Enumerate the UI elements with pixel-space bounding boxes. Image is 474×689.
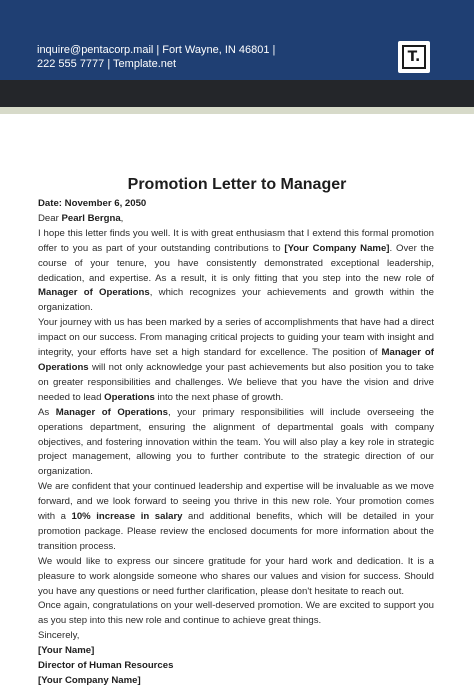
recipient-name: Pearl Bergna [61,212,121,224]
header-dark-band [0,80,474,107]
letter-body [38,197,434,689]
logo-icon: T. [402,45,426,69]
letter-date: Date: November 6, 2050 [38,198,147,209]
signature-company: [Your Company Name] [38,675,141,686]
paragraph-4: We are confident that your continued leadership and expertise will be invaluable as we move forward, and we look forward to seeing you thrive in this new role. Your promotion comes with a 10% increase in salary and additional benefits, which will be detailed in your promotion package. Please review the enclosed documents for more information about the transition process. [38,481,434,552]
greeting: Dear Pearl Bergna, [38,212,124,224]
paragraph-6: Once again, congratulations on your well-deserved promotion. We are excited to support you as you step into this new role and continue to achieve great things. [38,600,434,627]
signature-title: Director of Human Resources [38,660,174,672]
letterhead-banner [0,0,474,80]
closing: Sincerely, [38,630,80,642]
paragraph-1: I hope this letter finds you well. It is with great enthusiasm that I extend this formal promotion offer to you as part of your outstanding contributions to [Your Company Name]. Over the course of your tenure, you have consistently demonstrated exceptional leadership, dedication, and expertise. As a result, it is only fitting that you step into the new role of Manager of Operations, which recognizes your achievements and growth within the organization. [38,227,435,314]
template-logo [398,41,430,73]
signature-name: [Your Name] [38,645,95,657]
contact-line-1: inquire@pentacorp.mail | Fort Wayne, IN 46801 | [37,44,276,56]
header-light-band [0,107,474,114]
contact-info [37,43,275,71]
paragraph-2: Your journey with us has been marked by a series of accomplishments that have had a direct impact on our success. From managing critical projects to guiding your team with insight and integrity, your efforts have set a high standard for excellence. The position of Manager of Operations will not only acknowledge your past achievements but also position you to take on greater responsibilities and challenges. We believe that you have the vision and drive needed to lead Operations into the next phase of growth. [38,317,434,403]
paragraph-5: We would like to express our sincere gratitude for your hard work and dedication. It is a pleasure to work alongside someone who shares our values and vision for success. Should you have any questions or need further clarification, please don't hesitate to reach out. [38,555,434,597]
letter-title: Promotion Letter to Manager [127,176,347,193]
paragraph-3: As Manager of Operations, your primary responsibilities will include overseeing the operations department, ensuring the alignment of departmental goals with company objectives, and fostering innovation within the team. You will also play a key role in strategic project management, allowing you to further contribute to the strategic direction of our organization. [38,406,434,478]
contact-line-2: 222 555 7777 | Template.net [37,58,177,70]
